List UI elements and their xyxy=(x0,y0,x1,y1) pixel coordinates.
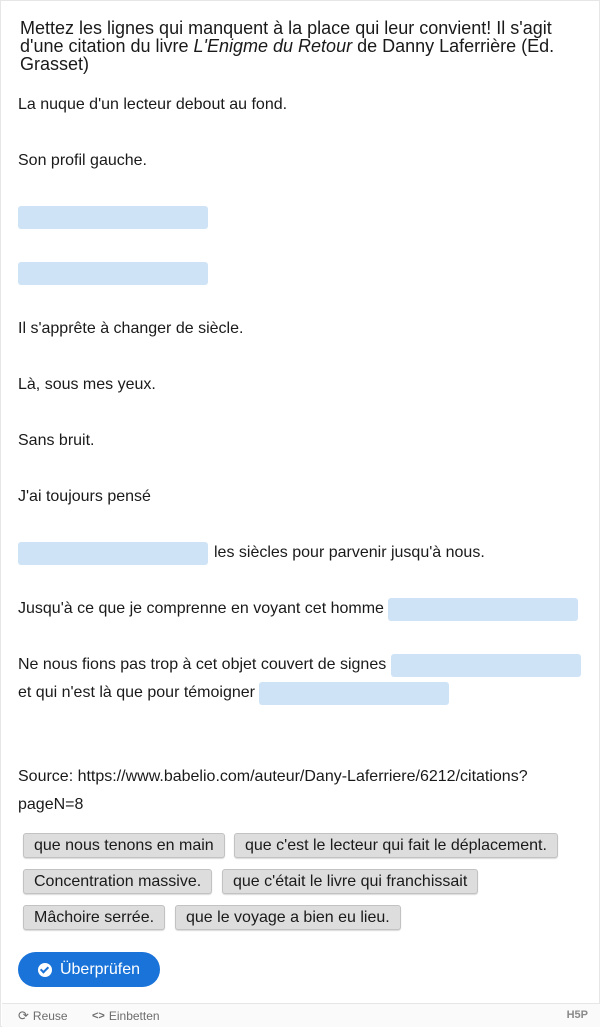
drop-zone[interactable] xyxy=(259,682,449,705)
draggable-word[interactable]: que c'est le lecteur qui fait le déplacement. xyxy=(234,833,558,858)
check-button[interactable] xyxy=(18,952,160,987)
reuse-button[interactable] xyxy=(18,1009,68,1023)
embed-label: Einbetten xyxy=(108,1009,160,1023)
text-line: Là, sous mes yeux. xyxy=(18,376,156,393)
drop-zone[interactable] xyxy=(391,654,581,677)
check-circle-icon xyxy=(38,963,52,977)
drop-zone[interactable] xyxy=(388,598,578,621)
text-line: Il s'apprête à changer de siècle. xyxy=(18,320,244,337)
drop-zone[interactable] xyxy=(18,262,208,285)
text-line: Sans bruit. xyxy=(18,432,95,449)
reuse-label: Reuse xyxy=(32,1009,68,1023)
drop-zone[interactable] xyxy=(18,206,208,229)
draggable-word[interactable]: que le voyage a bien eu lieu. xyxy=(175,905,401,930)
reuse-icon: ⟳ xyxy=(18,1008,29,1023)
draggable-word[interactable]: Concentration massive. xyxy=(23,869,212,894)
text-line: Ne nous fions pas trop à cet objet couvert de signes xyxy=(18,656,387,673)
task-instructions xyxy=(20,19,580,73)
draggable-word[interactable]: Mâchoire serrée. xyxy=(23,905,165,930)
source-text: pageN=8 xyxy=(18,796,84,813)
instructions-text-end: de Danny Laferrière (Ed. Grasset) xyxy=(20,36,555,74)
book-title: L'Enigme du Retour xyxy=(193,36,353,56)
source-text: Source: https://www.babelio.com/auteur/Dany-Laferriere/6212/citations? xyxy=(18,768,528,785)
embed-button[interactable] xyxy=(92,1009,160,1023)
text-line: et qui n'est là que pour témoigner xyxy=(18,684,255,701)
draggable-word[interactable]: que c'était le livre qui franchissait xyxy=(222,869,478,894)
h5p-logo[interactable]: H5P xyxy=(566,1009,588,1021)
drop-zone[interactable] xyxy=(18,542,208,565)
text-line: les siècles pour parvenir jusqu'à nous. xyxy=(214,544,485,561)
text-line: J'ai toujours pensé xyxy=(18,488,151,505)
text-line: Son profil gauche. xyxy=(18,152,147,169)
check-button-label: Überprüfen xyxy=(59,960,141,978)
embed-code-icon: <> xyxy=(92,1010,105,1022)
draggable-word[interactable]: que nous tenons en main xyxy=(23,833,225,858)
footer-bar xyxy=(2,1003,600,1027)
instructions-text: Mettez les lignes qui manquent à la place qui leur convient! Il s'agit d'une citation du livre xyxy=(20,18,552,56)
text-line: La nuque d'un lecteur debout au fond. xyxy=(18,96,288,113)
text-line: Jusqu'à ce que je comprenne en voyant cet homme xyxy=(18,600,384,617)
